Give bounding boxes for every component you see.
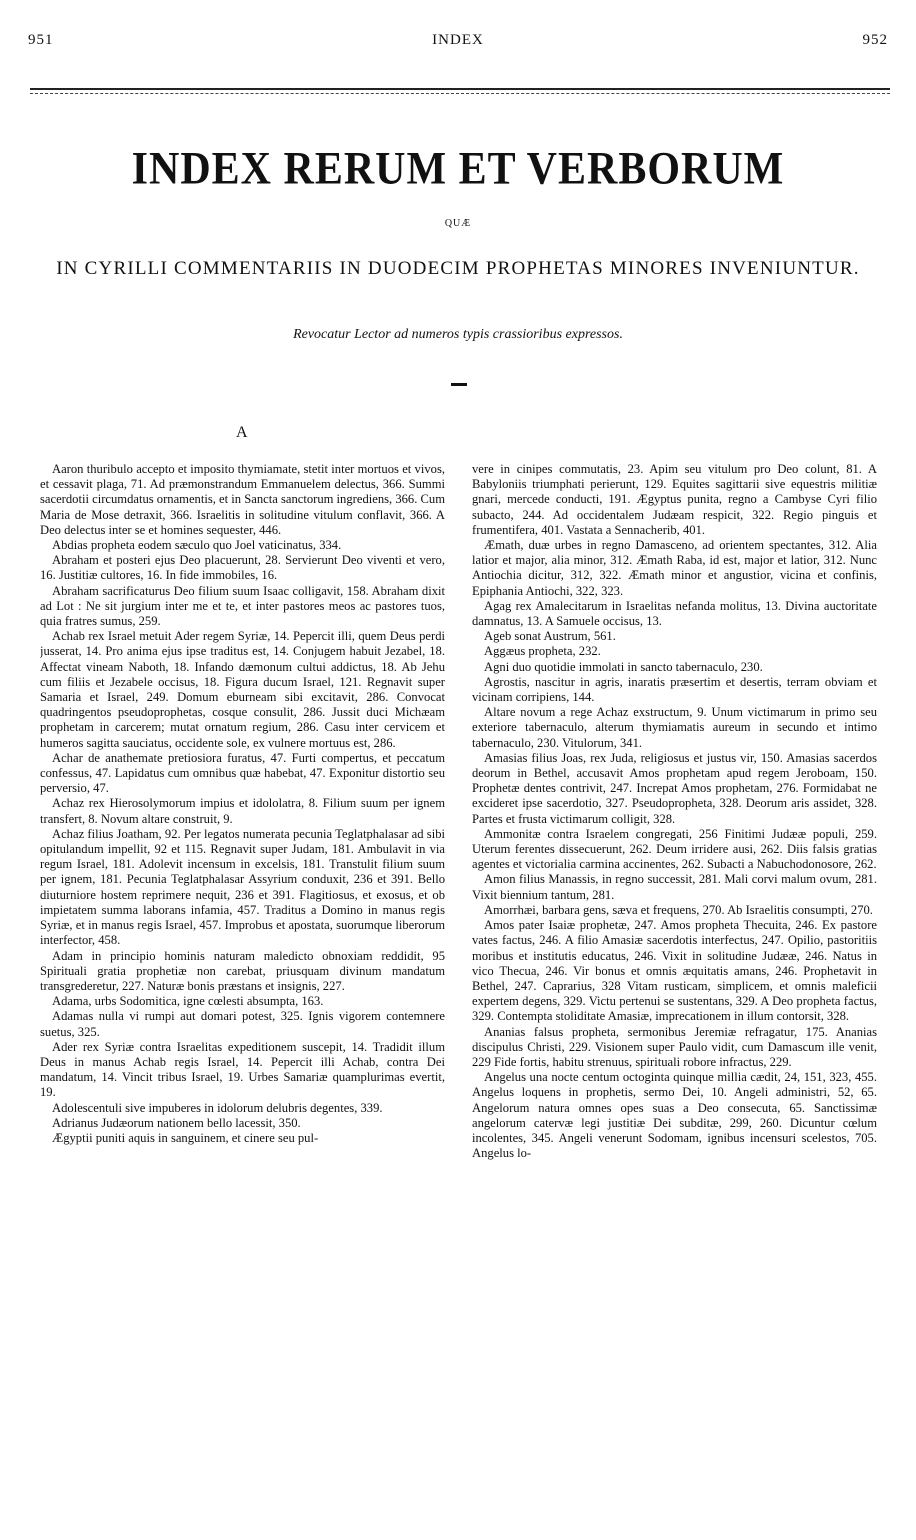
index-entry: Ammonitæ contra Israelem congregati, 256 Finitimi Judææ populi, 259. Uterum ferentes dissecuerunt, 262. Deum irridere ausi, 262. Diis falsis gratias agentes et victorialia carmina accinentes, 262. Subacti a Nabuchodonosore, 262. [472,826,877,872]
index-entry: Adamas nulla vi rumpi aut domari potest, 325. Ignis vigorem contemnere suetus, 325. [40,1009,445,1039]
index-entry: Æmath, duæ urbes in regno Damasceno, ad orientem spectantes, 312. Alia latior et major, alia minor, 312. Æmath Raba, id est, major et latior, 312. Nunc Antiochia dicitur, 312, 322. Æmath minor et angustior, vicina et confinis, Epiphania Antiochi, 322, 323. [472,538,877,598]
running-head [28,32,888,56]
index-entry: Amorrhæi, barbara gens, sæva et frequens, 270. Ab Israelitis consumpti, 270. [484,902,873,917]
running-title: INDEX [432,32,484,48]
index-entry: Aaron thuribulo accepto et imposito thymiamate, stetit inter mortuos et vivos, et cessavit plaga, 71. Ad præmonstrandum Emmanuelem delectus, 366. Summi sacerdotii circumdatus ornamentis, et in Sancta sanctorum ingrediens, 366. Cum Maria de Mose detraxit, 366. Israelitis in solitudine vitulum conflavit, 366. A Deo delectus inter se et homines sequester, 446. [40,462,445,537]
page-number-left: 951 [28,32,54,48]
index-entry: Amos pater Isaiæ prophetæ, 247. Amos propheta Thecuita, 246. Ex pastore vates factus, 246. A filio Amasiæ sacerdotis interfectus, 247. Opilio, pastoritiis moribus et institutis educatus, 246. Vixit in solitudine Judææ, 246. Natus in vico Thecua, 246. Vir bonus et omnis æquitatis amans, 246. Prophetavit in Bethel, 247. Caprarius, 328 Vitam rusticam, simplicem, et omnis maleficii expertem degens, 329. Victu pertenui se sustentans, 329. A Deo propheta factus, 329. Contempta stoliditate Amasiæ, imprecationem in illum contorsit, 328. [472,918,877,1024]
index-entry: Ananias falsus propheta, sermonibus Jeremiæ refragatur, 175. Ananias discipulus Christi, 229. Visionem super Paulo vidit, cum Damascum ille venit, 229 Fide fortis, habitu strenuus, spirituali robore infractus, 229. [472,1024,877,1069]
index-entry: Achaz rex Hierosolymorum impius et idololatra, 8. Filium suum per ignem transfert, 8. Novum altare construit, 9. [40,796,445,826]
index-entry: Agag rex Amalecitarum in Israelitas nefanda molitus, 13. Divina auctoritate damnatus, 13. A Samuele occisus, 13. [472,598,877,629]
index-entry: Adrianus Judæorum nationem bello lacessit, 350. [52,1115,301,1130]
index-entry: Amon filius Manassis, in regno successit, 281. Mali corvi malum ovum, 281. Vixit biennium tantum, 281. [472,872,877,902]
right-column [472,462,877,1522]
section-letter: A [236,424,248,441]
left-column [40,462,445,1522]
index-entry: Agrostis, nascitur in agris, inaratis præsertim et desertis, terram obviam et vicinam corripiens, 144. [472,674,877,705]
index-entry: Achaz filius Joatham, 92. Per legatos numerata pecunia Teglatphalasar ad sibi opitulandum impellit, 92 et 115. Regnavit super Judam, 181. Ambulavit in via regum Israel, 181. Adolevit incensum in excelsis, 181. Transtulit filium suum per ignem, 181. Pecunia Teglatphalasar Assyrium conduxit, 236 et 391. Bello diuturniore hostem reprimere nequit, 236 et 391. Flagitiosus, et exosus, et ob impietatem summa laborans infamia, 457. Traditus a Domino in manus regis Syriæ, et in manus regis Israel, 457. Improbus et apostata, suorumque liberorum interfector, 458. [40,826,445,948]
index-entry: Abdias propheta eodem sæculo quo Joel vaticinatus, 334. [52,538,342,553]
index-entry: Aggæus propheta, 232. [484,644,601,659]
reader-note: Revocatur Lector ad numeros typis crassioribus expressos. [293,327,623,342]
index-entry: Adam in principio hominis naturam maledicto obnoxiam reddidit, 95 Spirituali gratia prophetiæ non carebat, priusquam divinum mandatum transgrederetur, 227. Naturæ bonis præstans et insignis, 227. [40,948,445,993]
index-entry: Ægyptii puniti aquis in sanguinem, et cinere seu pul- [52,1130,319,1145]
document-subtitle: IN CYRILLI COMMENTARIIS IN DUODECIM PROPHETAS MINORES INVENIUNTUR. [56,258,860,279]
index-entry: Angelus una nocte centum octoginta quinque millia cædit, 24, 151, 323, 455. Angelus loquens in prophetis, sermo Dei, 10. Angeli administri, 52, 65. Angelorum natura omnes opes suas a Deo consecuta, 65. Sanctissimæ angelorum catervæ legi justitiæ Dei subditæ, 299, 260. Dicuntur cœlum incolentes, 345. Angeli venerunt Sodomam, ignibus incensuri scelestos, 705. Angelus lo- [472,1070,877,1161]
index-entry: Adama, urbs Sodomitica, igne cœlesti absumpta, 163. [52,994,324,1009]
index-entry: Ader rex Syriæ contra Israelitas expeditionem suscepit, 14. Tradidit illum Deus in manus Achab regis Israel, 14. Pepercit illi Achab, contra Dei mandatum, 14. Vincit tribus Israel, 19. Urbes Samariæ quamplurimas evertit, 19. [40,1039,445,1100]
index-entry: Achab rex Israel metuit Ader regem Syriæ, 14. Pepercit illi, quem Deus perdi jusserat, 14. Pro anima ejus ipse traditus est, 14. Conjugem habuit Jezabel, 18. Affectat vineam Naboth, 18. Infando dæmonum cultui addictus, 18. Ab Jehu cum filiis et Jezabele occisus, 18. Figura ducum Israel, 121. Regnavit super Samaria et Israel, 249. Domum eburneam sibi excitavit, 286. Convocat quadringentos pseudoprophetas, cosque consulit, 286. Jussit duci Michæam prophetam in carcerem; mutat ornatum regium, 286. Casu inter cervicem et humeros sagitta sauciatus, occidente sole, ex vulnere mortuus est, 286. [40,629,445,750]
index-entry: Ageb sonat Austrum, 561. [484,629,616,644]
index-entry-continued: vere in cinipes commutatis, 23. Apim seu vitulum pro Deo colunt, 81. A Babyloniis triumphati perierunt, 129. Equites sagittarii sive equestris militiæ gnari, mercede conducti, 191. Ægyptus punita, regno a Cambyse Cyri filio subacto, 244. Ad occidentalem Judæam respicit, 322. Regio pinguis et frumentifera, 401. Vastata a Sennacherib, 401. [472,462,877,537]
index-entry: Adolescentuli sive impuberes in idolorum delubris degentes, 339. [52,1100,383,1115]
page-number-right: 952 [862,32,888,48]
index-entry: Achar de anathemate pretiosiora furatus, 47. Furti compertus, et peccatum confessus, 47. Lapidatus cum omnibus quæ habebat, 47. Exponitur distortio seu perversio, 47. [40,750,445,796]
title-connector: QUÆ [444,218,472,229]
document-title: INDEX RERUM ET VERBORUM [131,143,785,195]
index-entry: Abraham et posteri ejus Deo placuerunt, 28. Servierunt Deo viventi et vero, 16. Justitiæ cultores, 16. In fide immobiles, 16. [40,553,445,583]
index-entry: Abraham sacrificaturus Deo filium suum Isaac colligavit, 158. Abraham dixit ad Lot : Ne sit jurgium inter me et te, et inter pastores meos ac pastores tuos, quia fratres sumus, 259. [40,583,445,629]
header-rule-dotted [30,93,890,94]
title-dash [451,383,467,386]
index-entry: Amasias filius Joas, rex Juda, religiosus et justus vir, 150. Amasias sacerdos deorum in Bethel, accusavit Amos prophetam apud regem Jeroboam, 150. Prophetæ dentes contrivit, 247. Increpat Amos prophetam, 276. Formidabat ne excideret ipse sacerdotio, 327. Pseudopropheta, 328. Deorum aris assidet, 328. Partes et frusta victimarum colligit, 328. [472,750,877,826]
header-rule [30,88,890,90]
index-entry: Agni duo quotidie immolati in sancto tabernaculo, 230. [484,659,763,674]
index-entry: Altare novum a rege Achaz exstructum, 9. Unum victimarum in primo seu exteriore tabernaculo, alterum thymiamatis aureum in secundo et intimo tabernaculo, 230. Vitulorum, 341. [472,705,877,750]
